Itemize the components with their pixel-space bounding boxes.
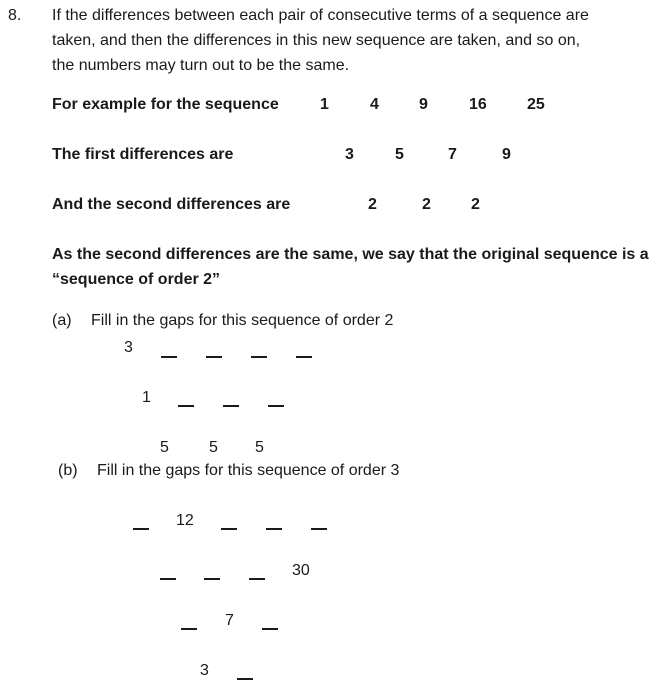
part-a-sequence-term: 3 <box>124 339 133 356</box>
part-a-instruction: Fill in the gaps for this sequence of order 2 <box>91 312 394 329</box>
sequence-label: For example for the sequence <box>52 96 279 113</box>
first-difference: 5 <box>395 146 404 163</box>
answer-blank[interactable] <box>181 628 197 630</box>
sequence-term: 9 <box>419 96 428 113</box>
answer-blank[interactable] <box>262 628 278 630</box>
part-b-label: (b) <box>58 462 78 479</box>
answer-blank[interactable] <box>206 356 222 358</box>
answer-blank[interactable] <box>251 356 267 358</box>
conclusion-line-2: “sequence of order 2” <box>52 271 221 288</box>
part-b-sequence-term: 12 <box>176 512 194 529</box>
intro-line-1: If the differences between each pair of consecutive terms of a sequence are <box>52 7 589 24</box>
answer-blank[interactable] <box>133 528 149 530</box>
part-a-second-difference: 5 <box>160 439 169 456</box>
sequence-term: 25 <box>527 96 545 113</box>
first-difference: 7 <box>448 146 457 163</box>
part-b-first-difference: 30 <box>292 562 310 579</box>
second-differences-label: And the second differences are <box>52 196 291 213</box>
second-difference: 2 <box>368 196 377 213</box>
first-difference: 3 <box>345 146 354 163</box>
answer-blank[interactable] <box>178 405 194 407</box>
answer-blank[interactable] <box>266 528 282 530</box>
part-a-second-difference: 5 <box>209 439 218 456</box>
answer-blank[interactable] <box>296 356 312 358</box>
answer-blank[interactable] <box>249 578 265 580</box>
answer-blank[interactable] <box>223 405 239 407</box>
second-difference: 2 <box>471 196 480 213</box>
intro-line-3: the numbers may turn out to be the same. <box>52 57 350 74</box>
first-difference: 9 <box>502 146 511 163</box>
first-differences-label: The first differences are <box>52 146 234 163</box>
part-a-label: (a) <box>52 312 72 329</box>
sequence-term: 1 <box>320 96 329 113</box>
part-b-third-difference: 3 <box>200 662 209 679</box>
sequence-term: 4 <box>370 96 379 113</box>
answer-blank[interactable] <box>237 678 253 680</box>
conclusion-line-1: As the second differences are the same, we say that the original sequence is a <box>52 246 649 263</box>
question-number: 8. <box>8 7 22 24</box>
sequence-term: 16 <box>469 96 487 113</box>
second-difference: 2 <box>422 196 431 213</box>
part-a-first-difference: 1 <box>142 389 151 406</box>
answer-blank[interactable] <box>221 528 237 530</box>
answer-blank[interactable] <box>161 356 177 358</box>
answer-blank[interactable] <box>160 578 176 580</box>
part-b-second-difference: 7 <box>225 612 234 629</box>
answer-blank[interactable] <box>311 528 327 530</box>
intro-line-2: taken, and then the differences in this new sequence are taken, and so on, <box>52 32 581 49</box>
answer-blank[interactable] <box>268 405 284 407</box>
answer-blank[interactable] <box>204 578 220 580</box>
part-a-second-difference: 5 <box>255 439 264 456</box>
part-b-instruction: Fill in the gaps for this sequence of order 3 <box>97 462 400 479</box>
